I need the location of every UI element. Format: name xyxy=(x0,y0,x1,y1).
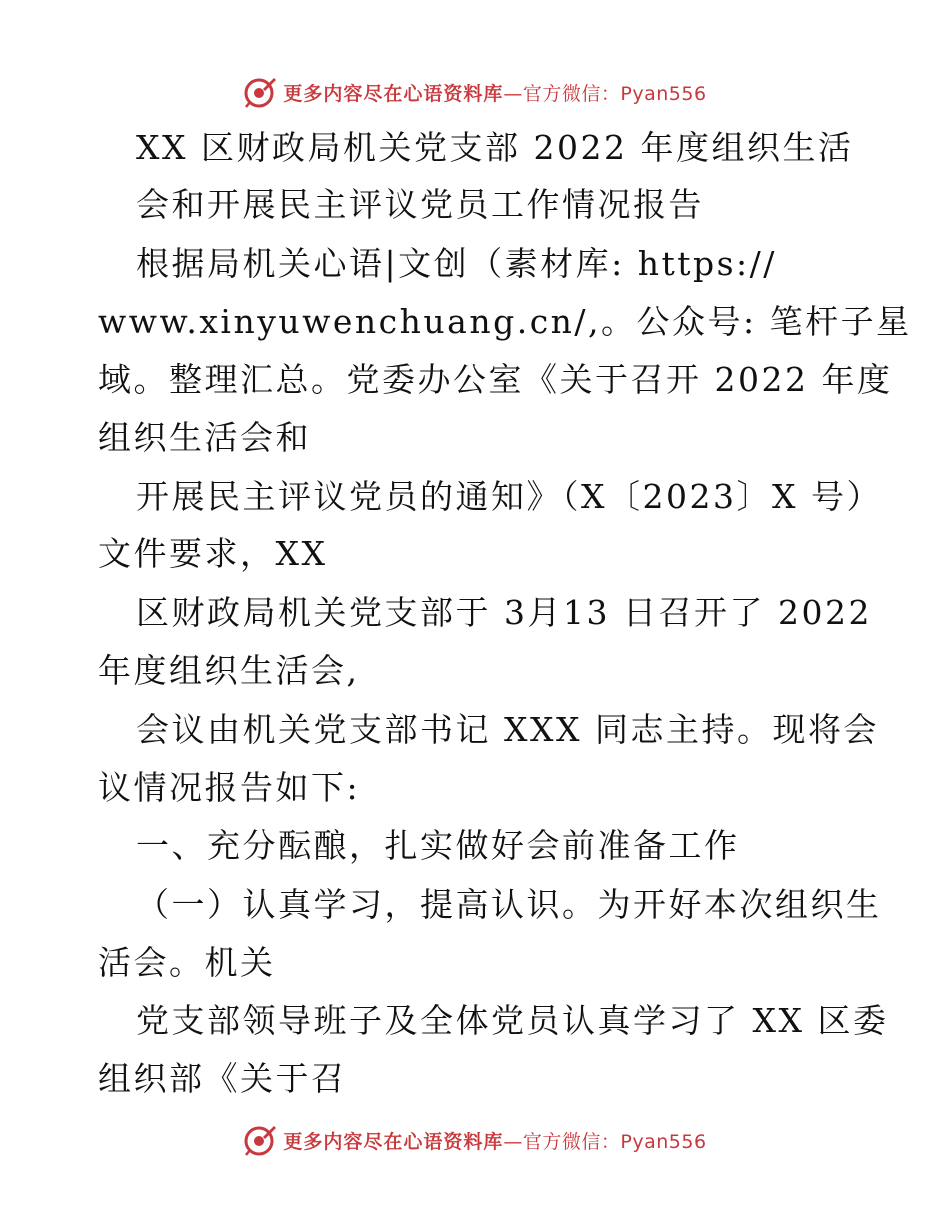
paragraph-line: 根据局机关心语|文创（素材库: https:// xyxy=(136,244,777,283)
footer-banner-lead: 更多内容尽在心语资料库 xyxy=(283,1130,504,1153)
quill-seal-icon xyxy=(243,1123,277,1157)
footer-banner-contact: —官方微信：Pyan556 xyxy=(503,1130,707,1153)
paragraph-line: 开展民主评议党员的通知》（X〔2023〕X 号） xyxy=(136,477,882,516)
paragraph-line: 文件要求，XX xyxy=(98,534,328,573)
paragraph-line: 组织部《关于召 xyxy=(98,1059,347,1098)
title-line-1: XX 区财政局机关党支部 2022 年度组织生活 xyxy=(136,128,854,167)
header-banner-lead: 更多内容尽在心语资料库 xyxy=(283,82,504,105)
paragraph-line: 域。整理汇总。党委办公室《关于召开 2022 年度 xyxy=(98,360,893,399)
paragraph-line: www.xinyuwenchuang.cn/,。公众号: 笔杆子星 xyxy=(98,302,912,341)
header-banner-contact: —官方微信：Pyan556 xyxy=(503,82,707,105)
paragraph-line: 议情况报告如下: xyxy=(98,768,361,807)
paragraph-line: 组织生活会和 xyxy=(98,418,311,457)
section-heading: 一、充分酝酿，扎实做好会前准备工作 xyxy=(136,826,740,865)
header-banner xyxy=(0,72,950,112)
paragraph-line: 党支部领导班子及全体党员认真学习了 XX 区委 xyxy=(136,1001,889,1040)
footer-banner xyxy=(0,1120,950,1160)
title-line-2: 会和开展民主评议党员工作情况报告 xyxy=(136,185,704,224)
paragraph-line: 活会。机关 xyxy=(98,943,276,982)
paragraph-line: 区财政局机关党支部于 3月13 日召开了 2022 xyxy=(136,593,872,632)
paragraph-line: 年度组织生活会, xyxy=(98,651,360,690)
subsection-line: （一）认真学习，提高认识。为开好本次组织生 xyxy=(136,885,882,924)
paragraph-line: 会议由机关党支部书记 XXX 同志主持。现将会 xyxy=(136,710,879,749)
quill-seal-icon xyxy=(243,75,277,109)
